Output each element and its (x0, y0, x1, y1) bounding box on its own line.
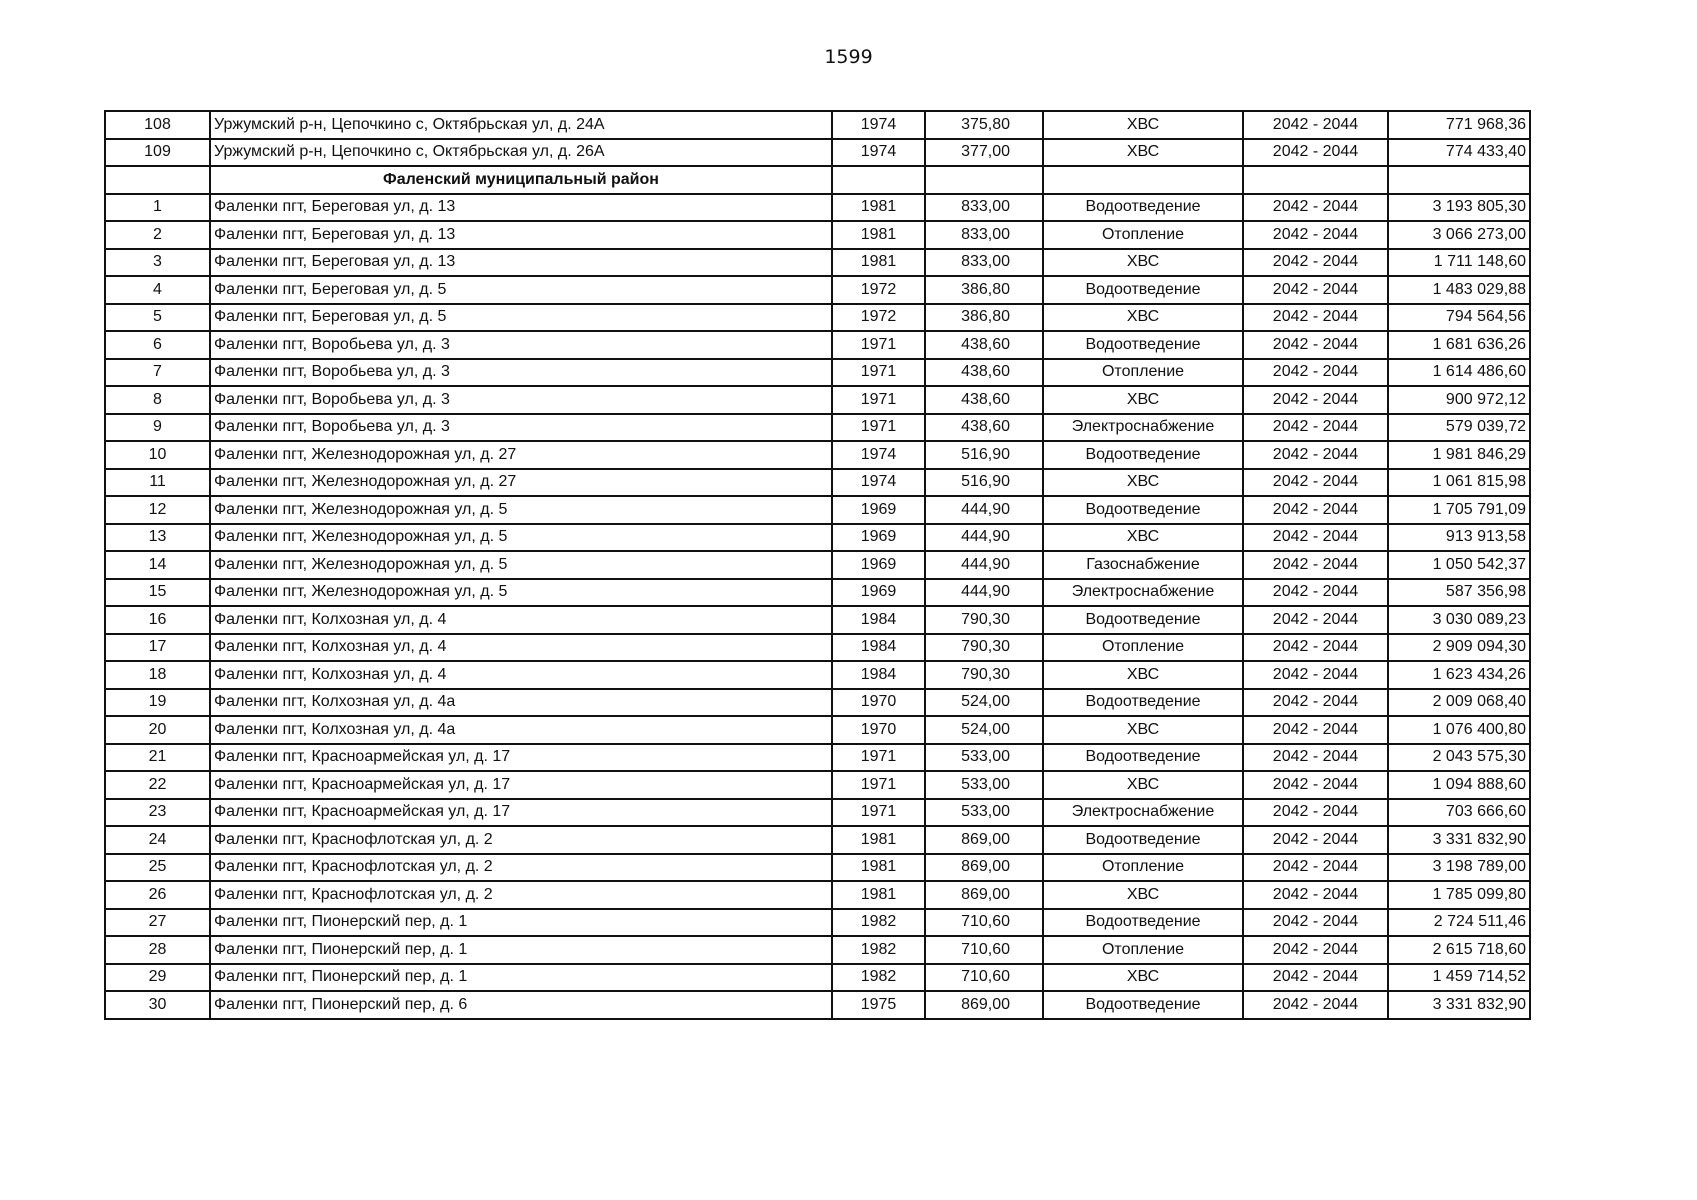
area-cell: 524,00 (925, 716, 1043, 744)
work-type-cell: ХВС (1043, 716, 1243, 744)
area-cell: 438,60 (925, 386, 1043, 414)
row-number: 109 (105, 139, 210, 167)
table-row (105, 276, 1530, 304)
cost-cell: 1 459 714,52 (1388, 964, 1530, 992)
address-cell: Фаленки пгт, Железнодорожная ул, д. 27 (210, 469, 832, 497)
year-cell: 1981 (832, 221, 925, 249)
year-cell: 1975 (832, 991, 925, 1019)
work-type-cell: ХВС (1043, 139, 1243, 167)
year-cell: 1981 (832, 854, 925, 882)
row-number: 108 (105, 111, 210, 139)
area-cell: 377,00 (925, 139, 1043, 167)
period-cell: 2042 - 2044 (1243, 551, 1388, 579)
table-row (105, 881, 1530, 909)
area-cell: 533,00 (925, 799, 1043, 827)
row-number: 28 (105, 936, 210, 964)
year-cell: 1971 (832, 771, 925, 799)
year-cell: 1982 (832, 964, 925, 992)
work-type-cell: ХВС (1043, 386, 1243, 414)
address-cell: Фаленки пгт, Береговая ул, д. 5 (210, 304, 832, 332)
row-number: 7 (105, 359, 210, 387)
period-cell: 2042 - 2044 (1243, 716, 1388, 744)
period-cell: 2042 - 2044 (1243, 964, 1388, 992)
cost-cell: 1 094 888,60 (1388, 771, 1530, 799)
table-row (105, 194, 1530, 222)
cost-cell: 2 615 718,60 (1388, 936, 1530, 964)
period-cell: 2042 - 2044 (1243, 496, 1388, 524)
period-cell: 2042 - 2044 (1243, 441, 1388, 469)
work-type-cell: Электроснабжение (1043, 414, 1243, 442)
work-type-cell: Водоотведение (1043, 331, 1243, 359)
row-number: 26 (105, 881, 210, 909)
row-number: 20 (105, 716, 210, 744)
period-cell: 2042 - 2044 (1243, 634, 1388, 662)
cost-cell: 1 623 434,26 (1388, 661, 1530, 689)
table-row (105, 221, 1530, 249)
table-row (105, 909, 1530, 937)
address-cell: Фаленки пгт, Краснофлотская ул, д. 2 (210, 854, 832, 882)
year-cell: 1974 (832, 441, 925, 469)
period-cell: 2042 - 2044 (1243, 689, 1388, 717)
year-cell: 1982 (832, 936, 925, 964)
table-row (105, 496, 1530, 524)
period-cell: 2042 - 2044 (1243, 194, 1388, 222)
period-cell: 2042 - 2044 (1243, 771, 1388, 799)
year-cell: 1969 (832, 496, 925, 524)
work-type-cell: Отопление (1043, 854, 1243, 882)
period-cell: 2042 - 2044 (1243, 386, 1388, 414)
empty-cell (1243, 166, 1388, 194)
table-row (105, 854, 1530, 882)
cost-cell: 579 039,72 (1388, 414, 1530, 442)
row-number: 29 (105, 964, 210, 992)
period-cell: 2042 - 2044 (1243, 744, 1388, 772)
period-cell: 2042 - 2044 (1243, 524, 1388, 552)
area-cell: 533,00 (925, 744, 1043, 772)
row-number: 19 (105, 689, 210, 717)
row-number: 5 (105, 304, 210, 332)
cost-cell: 3 331 832,90 (1388, 826, 1530, 854)
cost-cell: 1 050 542,37 (1388, 551, 1530, 579)
address-cell: Фаленки пгт, Железнодорожная ул, д. 5 (210, 524, 832, 552)
area-cell: 438,60 (925, 414, 1043, 442)
work-type-cell: Водоотведение (1043, 276, 1243, 304)
address-cell: Фаленки пгт, Колхозная ул, д. 4 (210, 661, 832, 689)
row-number: 16 (105, 606, 210, 634)
row-number: 1 (105, 194, 210, 222)
address-cell: Фаленки пгт, Колхозная ул, д. 4а (210, 716, 832, 744)
section-header-row (105, 166, 1530, 194)
row-number: 2 (105, 221, 210, 249)
area-cell: 386,80 (925, 276, 1043, 304)
table-row (105, 771, 1530, 799)
table-row (105, 359, 1530, 387)
period-cell: 2042 - 2044 (1243, 469, 1388, 497)
cost-cell: 913 913,58 (1388, 524, 1530, 552)
address-cell: Фаленки пгт, Краснофлотская ул, д. 2 (210, 826, 832, 854)
table-row (105, 579, 1530, 607)
address-cell: Фаленки пгт, Железнодорожная ул, д. 27 (210, 441, 832, 469)
cost-cell: 703 666,60 (1388, 799, 1530, 827)
year-cell: 1971 (832, 386, 925, 414)
period-cell: 2042 - 2044 (1243, 991, 1388, 1019)
area-cell: 869,00 (925, 854, 1043, 882)
address-cell: Фаленки пгт, Красноармейская ул, д. 17 (210, 771, 832, 799)
row-number: 17 (105, 634, 210, 662)
year-cell: 1971 (832, 414, 925, 442)
address-cell: Фаленки пгт, Пионерский пер, д. 6 (210, 991, 832, 1019)
address-cell: Фаленки пгт, Железнодорожная ул, д. 5 (210, 551, 832, 579)
table-row (105, 716, 1530, 744)
year-cell: 1982 (832, 909, 925, 937)
table-row (105, 744, 1530, 772)
work-type-cell: Водоотведение (1043, 689, 1243, 717)
address-cell: Фаленки пгт, Пионерский пер, д. 1 (210, 964, 832, 992)
year-cell: 1972 (832, 304, 925, 332)
cost-cell: 771 968,36 (1388, 111, 1530, 139)
cost-cell: 1 614 486,60 (1388, 359, 1530, 387)
period-cell: 2042 - 2044 (1243, 414, 1388, 442)
period-cell: 2042 - 2044 (1243, 331, 1388, 359)
empty-cell (1043, 166, 1243, 194)
row-number: 24 (105, 826, 210, 854)
year-cell: 1969 (832, 551, 925, 579)
work-type-cell: Водоотведение (1043, 744, 1243, 772)
work-type-cell: Отопление (1043, 634, 1243, 662)
table-row (105, 799, 1530, 827)
year-cell: 1969 (832, 579, 925, 607)
table-row (105, 111, 1530, 139)
area-cell: 438,60 (925, 359, 1043, 387)
address-cell: Фаленки пгт, Колхозная ул, д. 4 (210, 606, 832, 634)
area-cell: 533,00 (925, 771, 1043, 799)
year-cell: 1984 (832, 634, 925, 662)
address-cell: Фаленки пгт, Воробьева ул, д. 3 (210, 386, 832, 414)
table-row (105, 551, 1530, 579)
row-number: 22 (105, 771, 210, 799)
empty-cell (832, 166, 925, 194)
area-cell: 444,90 (925, 524, 1043, 552)
work-type-cell: ХВС (1043, 524, 1243, 552)
row-number: 13 (105, 524, 210, 552)
table-row (105, 469, 1530, 497)
table-row (105, 331, 1530, 359)
cost-cell: 1 076 400,80 (1388, 716, 1530, 744)
address-cell: Фаленки пгт, Береговая ул, д. 5 (210, 276, 832, 304)
period-cell: 2042 - 2044 (1243, 606, 1388, 634)
work-type-cell: ХВС (1043, 661, 1243, 689)
table-row (105, 606, 1530, 634)
year-cell: 1974 (832, 111, 925, 139)
row-number: 8 (105, 386, 210, 414)
cost-cell: 794 564,56 (1388, 304, 1530, 332)
period-cell: 2042 - 2044 (1243, 661, 1388, 689)
area-cell: 710,60 (925, 964, 1043, 992)
period-cell: 2042 - 2044 (1243, 111, 1388, 139)
row-number: 21 (105, 744, 210, 772)
work-type-cell: Отопление (1043, 221, 1243, 249)
address-cell: Фаленки пгт, Краснофлотская ул, д. 2 (210, 881, 832, 909)
address-cell: Фаленки пгт, Воробьева ул, д. 3 (210, 359, 832, 387)
period-cell: 2042 - 2044 (1243, 854, 1388, 882)
work-type-cell: ХВС (1043, 469, 1243, 497)
section-title: Фаленский муниципальный район (210, 166, 832, 194)
area-cell: 790,30 (925, 634, 1043, 662)
page-number: 1599 (824, 46, 873, 68)
cost-cell: 1 711 148,60 (1388, 249, 1530, 277)
work-type-cell: Водоотведение (1043, 909, 1243, 937)
cost-cell: 774 433,40 (1388, 139, 1530, 167)
area-cell: 790,30 (925, 606, 1043, 634)
work-type-cell: Газоснабжение (1043, 551, 1243, 579)
work-type-cell: ХВС (1043, 249, 1243, 277)
address-cell: Фаленки пгт, Пионерский пер, д. 1 (210, 936, 832, 964)
row-number: 10 (105, 441, 210, 469)
address-cell: Фаленки пгт, Береговая ул, д. 13 (210, 194, 832, 222)
work-type-cell: ХВС (1043, 964, 1243, 992)
period-cell: 2042 - 2044 (1243, 826, 1388, 854)
work-type-cell: ХВС (1043, 771, 1243, 799)
cost-cell: 3 066 273,00 (1388, 221, 1530, 249)
cost-cell: 587 356,98 (1388, 579, 1530, 607)
area-cell: 869,00 (925, 826, 1043, 854)
year-cell: 1970 (832, 716, 925, 744)
table-row (105, 524, 1530, 552)
table-row (105, 826, 1530, 854)
year-cell: 1971 (832, 799, 925, 827)
table-row (105, 689, 1530, 717)
area-cell: 375,80 (925, 111, 1043, 139)
work-type-cell: Водоотведение (1043, 194, 1243, 222)
area-cell: 869,00 (925, 991, 1043, 1019)
period-cell: 2042 - 2044 (1243, 909, 1388, 937)
row-number: 15 (105, 579, 210, 607)
area-cell: 386,80 (925, 304, 1043, 332)
table-row (105, 634, 1530, 662)
cost-cell: 1 705 791,09 (1388, 496, 1530, 524)
address-cell: Фаленки пгт, Береговая ул, д. 13 (210, 249, 832, 277)
table-row (105, 964, 1530, 992)
work-type-cell: ХВС (1043, 881, 1243, 909)
row-number: 23 (105, 799, 210, 827)
address-cell: Фаленки пгт, Воробьева ул, д. 3 (210, 331, 832, 359)
period-cell: 2042 - 2044 (1243, 799, 1388, 827)
year-cell: 1971 (832, 331, 925, 359)
area-cell: 869,00 (925, 881, 1043, 909)
year-cell: 1984 (832, 661, 925, 689)
cost-cell: 2 009 068,40 (1388, 689, 1530, 717)
row-number: 27 (105, 909, 210, 937)
registry-body (105, 111, 1530, 1019)
row-number: 14 (105, 551, 210, 579)
address-cell: Фаленки пгт, Красноармейская ул, д. 17 (210, 799, 832, 827)
area-cell: 833,00 (925, 194, 1043, 222)
address-cell: Уржумский р-н, Цепочкино с, Октябрьская ул, д. 26А (210, 139, 832, 167)
period-cell: 2042 - 2044 (1243, 249, 1388, 277)
area-cell: 438,60 (925, 331, 1043, 359)
work-type-cell: Водоотведение (1043, 606, 1243, 634)
year-cell: 1984 (832, 606, 925, 634)
work-type-cell: Водоотведение (1043, 496, 1243, 524)
area-cell: 516,90 (925, 469, 1043, 497)
work-type-cell: ХВС (1043, 111, 1243, 139)
table-row (105, 304, 1530, 332)
empty-cell (105, 166, 210, 194)
area-cell: 524,00 (925, 689, 1043, 717)
address-cell: Фаленки пгт, Железнодорожная ул, д. 5 (210, 496, 832, 524)
year-cell: 1974 (832, 139, 925, 167)
work-type-cell: Отопление (1043, 936, 1243, 964)
area-cell: 710,60 (925, 936, 1043, 964)
work-type-cell: Водоотведение (1043, 991, 1243, 1019)
table-row (105, 414, 1530, 442)
row-number: 25 (105, 854, 210, 882)
table-row (105, 661, 1530, 689)
row-number: 6 (105, 331, 210, 359)
period-cell: 2042 - 2044 (1243, 304, 1388, 332)
year-cell: 1972 (832, 276, 925, 304)
row-number: 9 (105, 414, 210, 442)
address-cell: Фаленки пгт, Колхозная ул, д. 4а (210, 689, 832, 717)
period-cell: 2042 - 2044 (1243, 139, 1388, 167)
year-cell: 1981 (832, 826, 925, 854)
address-cell: Фаленки пгт, Воробьева ул, д. 3 (210, 414, 832, 442)
address-cell: Уржумский р-н, Цепочкино с, Октябрьская ул, д. 24А (210, 111, 832, 139)
table-row (105, 441, 1530, 469)
cost-cell: 3 030 089,23 (1388, 606, 1530, 634)
cost-cell: 3 331 832,90 (1388, 991, 1530, 1019)
work-type-cell: Электроснабжение (1043, 799, 1243, 827)
period-cell: 2042 - 2044 (1243, 221, 1388, 249)
empty-cell (925, 166, 1043, 194)
area-cell: 516,90 (925, 441, 1043, 469)
period-cell: 2042 - 2044 (1243, 276, 1388, 304)
row-number: 18 (105, 661, 210, 689)
area-cell: 790,30 (925, 661, 1043, 689)
year-cell: 1981 (832, 194, 925, 222)
address-cell: Фаленки пгт, Железнодорожная ул, д. 5 (210, 579, 832, 607)
row-number: 30 (105, 991, 210, 1019)
area-cell: 444,90 (925, 551, 1043, 579)
address-cell: Фаленки пгт, Красноармейская ул, д. 17 (210, 744, 832, 772)
period-cell: 2042 - 2044 (1243, 579, 1388, 607)
table-row (105, 139, 1530, 167)
cost-cell: 1 681 636,26 (1388, 331, 1530, 359)
address-cell: Фаленки пгт, Пионерский пер, д. 1 (210, 909, 832, 937)
area-cell: 444,90 (925, 579, 1043, 607)
work-type-cell: ХВС (1043, 304, 1243, 332)
area-cell: 833,00 (925, 221, 1043, 249)
table-row (105, 386, 1530, 414)
year-cell: 1974 (832, 469, 925, 497)
row-number: 11 (105, 469, 210, 497)
year-cell: 1981 (832, 881, 925, 909)
work-type-cell: Электроснабжение (1043, 579, 1243, 607)
work-type-cell: Отопление (1043, 359, 1243, 387)
address-cell: Фаленки пгт, Береговая ул, д. 13 (210, 221, 832, 249)
work-type-cell: Водоотведение (1043, 826, 1243, 854)
table-row (105, 991, 1530, 1019)
period-cell: 2042 - 2044 (1243, 881, 1388, 909)
year-cell: 1981 (832, 249, 925, 277)
cost-cell: 2 724 511,46 (1388, 909, 1530, 937)
period-cell: 2042 - 2044 (1243, 936, 1388, 964)
work-type-cell: Водоотведение (1043, 441, 1243, 469)
area-cell: 444,90 (925, 496, 1043, 524)
cost-cell: 900 972,12 (1388, 386, 1530, 414)
table-row (105, 249, 1530, 277)
cost-cell: 1 483 029,88 (1388, 276, 1530, 304)
period-cell: 2042 - 2044 (1243, 359, 1388, 387)
cost-cell: 2 043 575,30 (1388, 744, 1530, 772)
row-number: 3 (105, 249, 210, 277)
table-row (105, 936, 1530, 964)
empty-cell (1388, 166, 1530, 194)
row-number: 4 (105, 276, 210, 304)
cost-cell: 3 193 805,30 (1388, 194, 1530, 222)
registry-table (104, 110, 1531, 1020)
year-cell: 1971 (832, 744, 925, 772)
year-cell: 1970 (832, 689, 925, 717)
address-cell: Фаленки пгт, Колхозная ул, д. 4 (210, 634, 832, 662)
year-cell: 1971 (832, 359, 925, 387)
cost-cell: 1 981 846,29 (1388, 441, 1530, 469)
cost-cell: 3 198 789,00 (1388, 854, 1530, 882)
cost-cell: 1 061 815,98 (1388, 469, 1530, 497)
area-cell: 710,60 (925, 909, 1043, 937)
year-cell: 1969 (832, 524, 925, 552)
row-number: 12 (105, 496, 210, 524)
cost-cell: 2 909 094,30 (1388, 634, 1530, 662)
area-cell: 833,00 (925, 249, 1043, 277)
cost-cell: 1 785 099,80 (1388, 881, 1530, 909)
